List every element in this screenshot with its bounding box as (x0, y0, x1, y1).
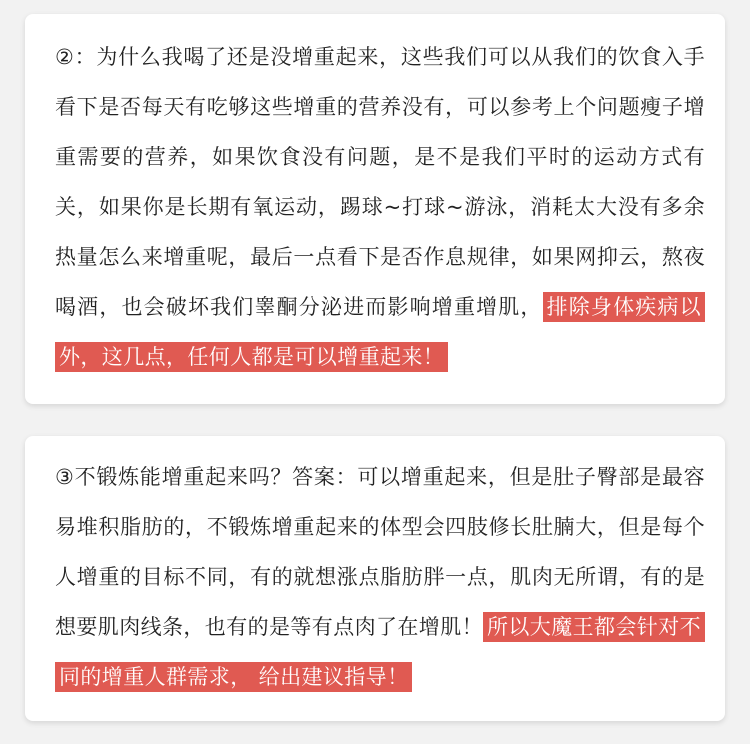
answer-highlight-3: 所以大魔王都会针对不同的增重人群需求， 给出建议指导！ (55, 612, 705, 692)
answer-paragraph-3 (55, 452, 705, 702)
answer-card-2 (25, 14, 725, 404)
answer-body-3: 不锻炼能增重起来吗？答案：可以增重起来，但是肚子臀部是最容易堆积脂肪的，不锻炼增重起来的体型会四肢修长肚腩大，但是每个人增重的目标不同，有的就想涨点脂肪胖一点，肌肉无所谓，有的是想要肌肉线条，也有的是等有点肉了在增肌！ (55, 465, 705, 639)
answer-marker-3: ③ (55, 465, 75, 489)
answer-body-2: ：为什么我喝了还是没增重起来，这些我们可以从我们的饮食入手看下是否每天有吃够这些增重的营养没有，可以参考上个问题瘦子增重需要的营养，如果饮食没有问题，是不是我们平时的运动方式有关，如果你是长期有氧运动，踢球~打球~游泳，消耗太大没有多余热量怎么来增重呢，最后一点看下是否作息规律，如果网抑云，熬夜喝酒，也会破坏我们睾酮分泌进而影响增重增肌， (55, 45, 705, 319)
answer-highlight-2: 排除身体疾病以外，这几点，任何人都是可以增重起来！ (55, 292, 705, 372)
answer-card-3 (25, 436, 725, 721)
answer-paragraph-2 (55, 32, 705, 382)
answer-marker-2: ② (55, 45, 75, 69)
